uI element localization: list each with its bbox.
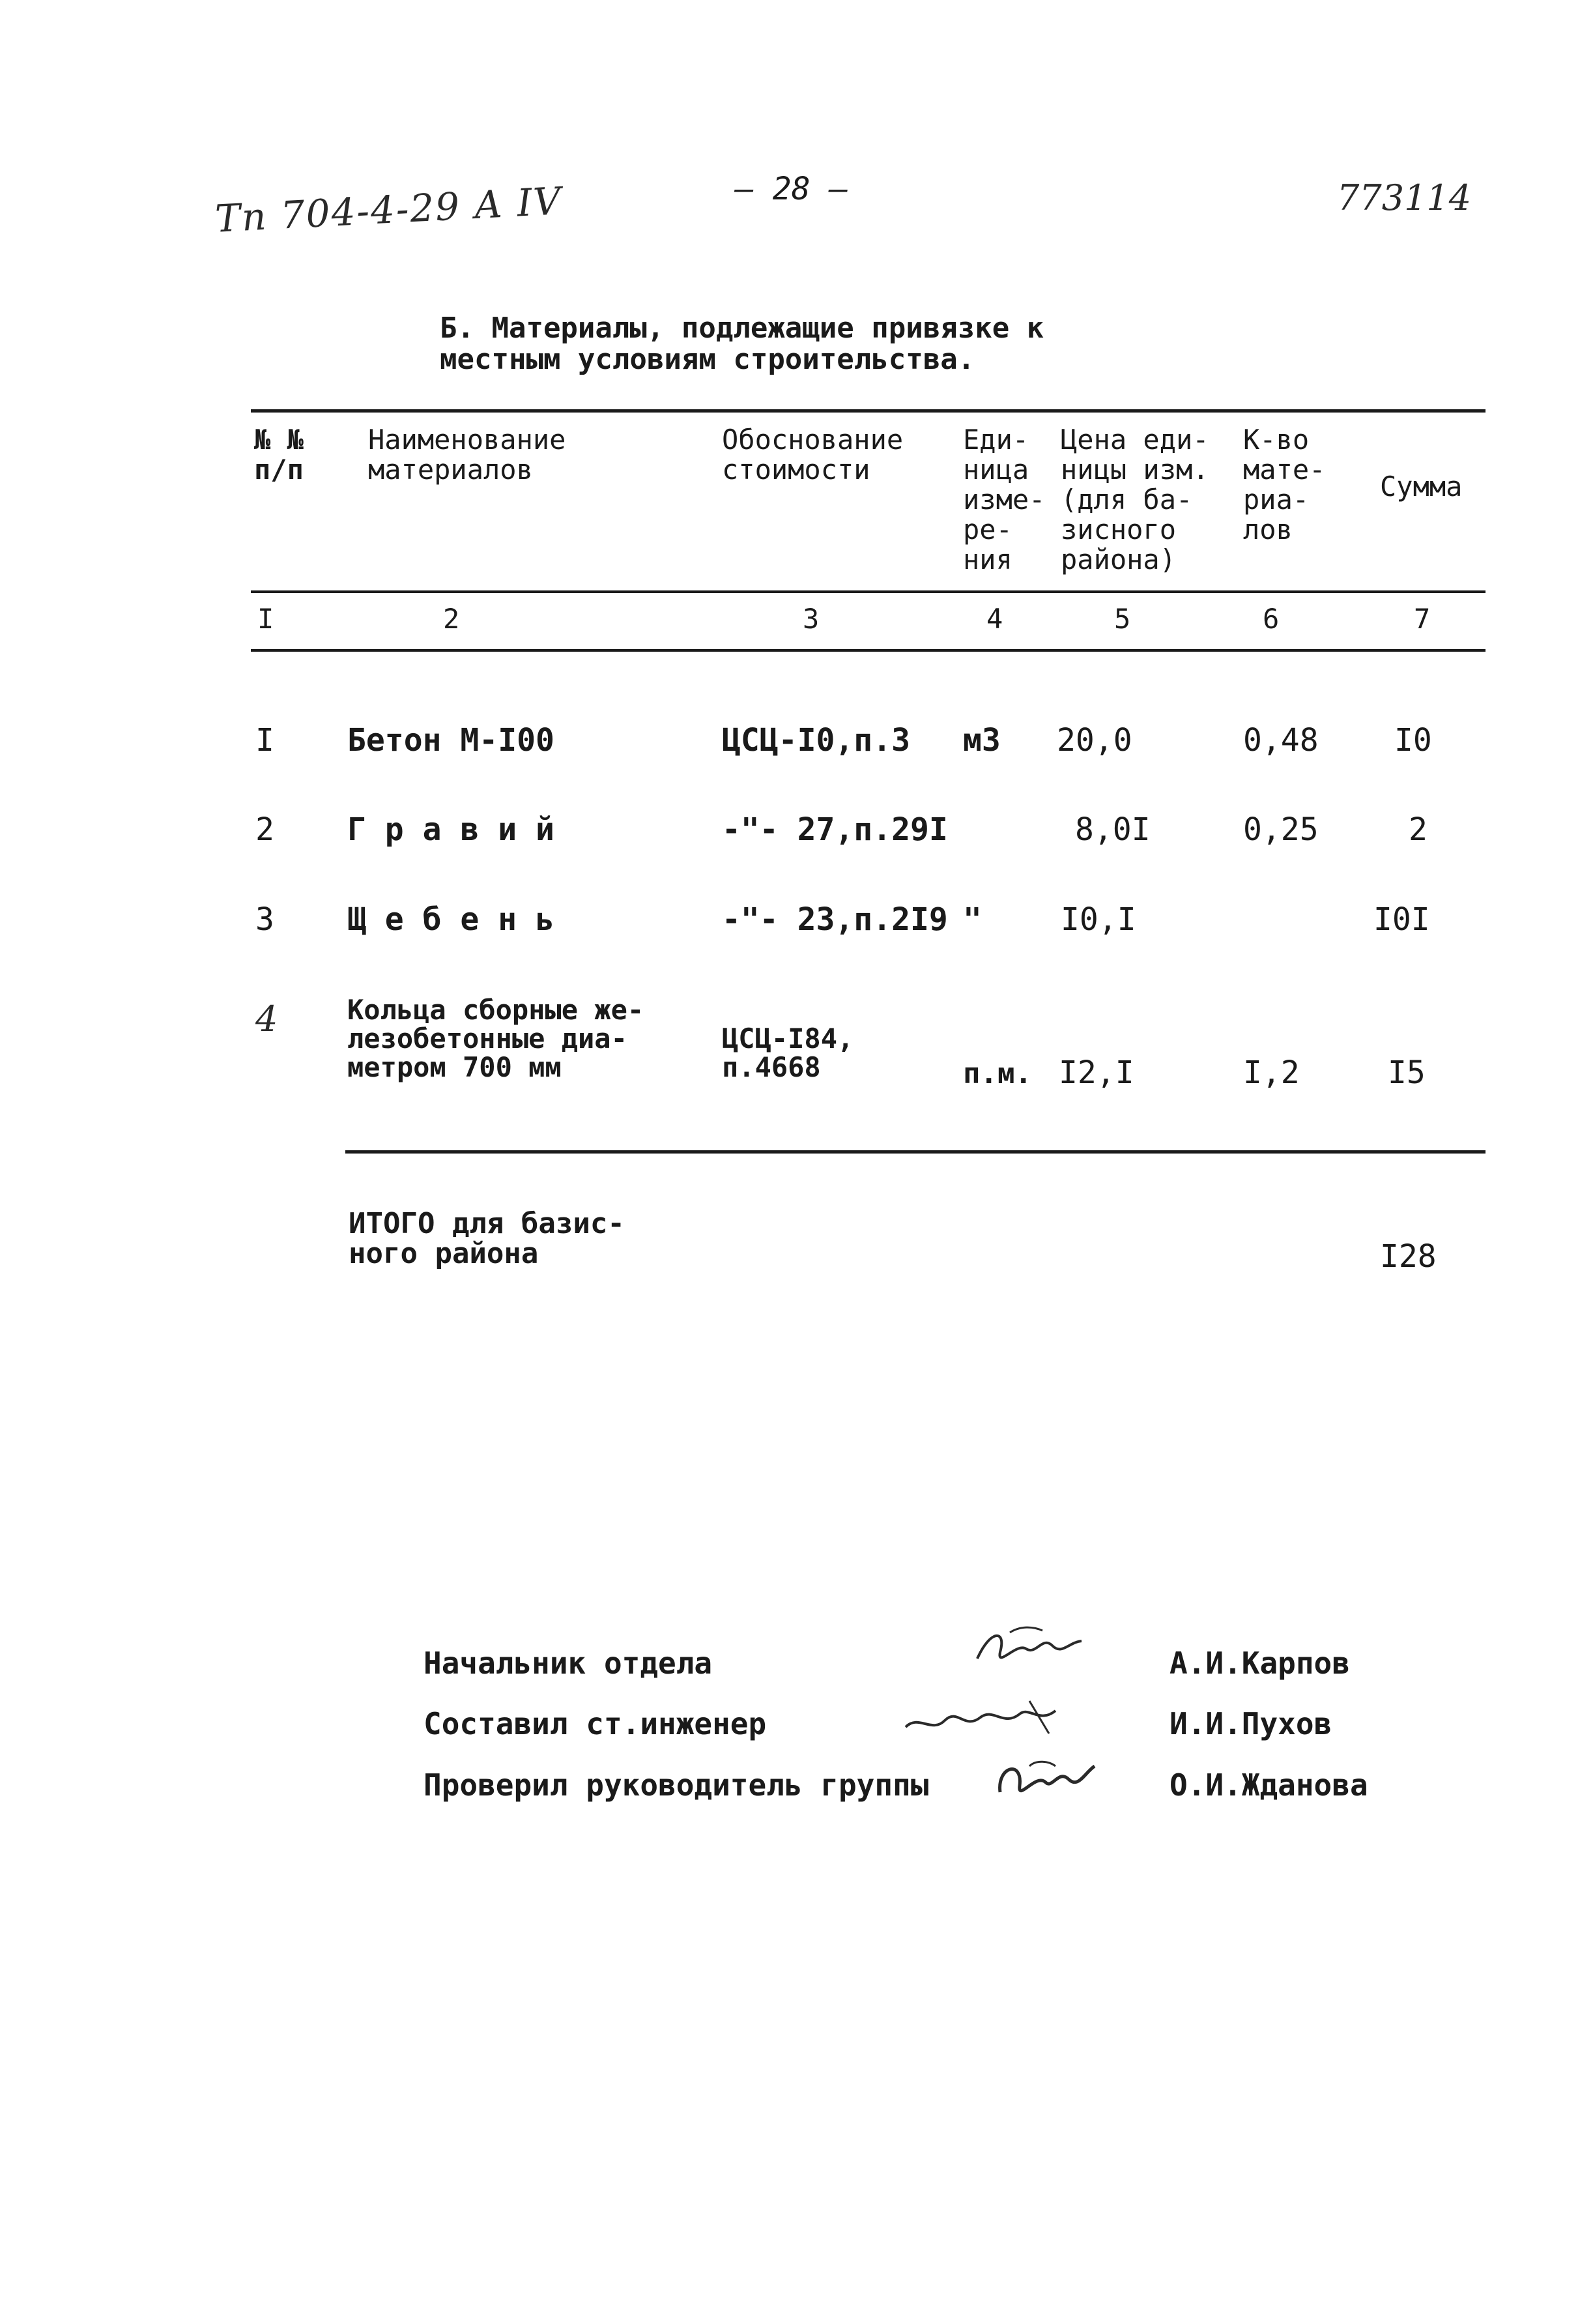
table-row-4-price: I2,I xyxy=(1059,1054,1134,1091)
handwritten-signature-2 xyxy=(899,1688,1069,1747)
table-row-4-name: Кольца сборные же- лезобетонные диа- метром 700 мм xyxy=(347,994,644,1083)
column-number-6: 6 xyxy=(1263,603,1280,635)
column-number-3: 3 xyxy=(803,603,820,635)
signature-name-checked-by: О.И.Жданова xyxy=(1170,1767,1368,1803)
table-row-1-unit: м3 xyxy=(963,722,1001,759)
table-row-2-price: 8,0I xyxy=(1075,811,1151,848)
signature-title-head-of-department: Начальник отдела xyxy=(423,1646,713,1681)
table-row-1-number: I xyxy=(255,722,274,759)
table-row-1-sum: I0 xyxy=(1394,722,1432,759)
total-label: ИТОГО для базис- ного района xyxy=(349,1207,625,1270)
table-row-3-price: I0,I xyxy=(1061,901,1136,938)
header-sum: Сумма xyxy=(1380,471,1463,502)
table-row-3-number: 3 xyxy=(255,901,274,938)
table-row-3-basis: -"- 23,п.2I9 xyxy=(722,901,948,938)
signature-name-compiled-by: И.И.Пухов xyxy=(1170,1706,1332,1741)
table-row-2-name: Г р а в и й xyxy=(347,811,554,848)
table-row-4-unit: п.м. xyxy=(963,1057,1032,1090)
page-number: — 28 — xyxy=(735,171,848,207)
table-row-2-sum: 2 xyxy=(1409,811,1428,848)
table-bottom-rule xyxy=(345,1150,1485,1154)
document-code: Тп 704-4-29 А IV xyxy=(214,179,564,241)
signature-title-checked-by: Проверил руководитель группы xyxy=(423,1767,929,1803)
table-row-3-sum: I0I xyxy=(1373,901,1430,938)
inventory-number: 773114 xyxy=(1337,177,1472,218)
table-row-2-quantity: 0,25 xyxy=(1243,811,1319,848)
header-unit-price: Цена еди- ницы изм. (для ба- зисного района) xyxy=(1061,424,1209,575)
table-row-2-basis: -"- 27,п.29I xyxy=(722,811,948,848)
header-divider xyxy=(251,590,1485,593)
table-row-3-name: Щ е б е н ь xyxy=(347,901,554,938)
column-number-7: 7 xyxy=(1414,603,1431,635)
header-quantity: К-во мате- риа- лов xyxy=(1243,424,1326,545)
table-row-4-basis: ЦСЦ-I84, п.4668 xyxy=(722,1023,854,1083)
table-row-4-number: 4 xyxy=(255,998,278,1039)
signature-name-head-of-department: А.И.Карпов xyxy=(1170,1646,1350,1681)
total-value: I28 xyxy=(1380,1238,1437,1275)
handwritten-signature-3 xyxy=(990,1747,1101,1812)
table-top-rule xyxy=(251,409,1485,413)
table-row-4-quantity: I,2 xyxy=(1243,1054,1300,1091)
header-cost-basis: Обоснование стоимости xyxy=(722,424,904,486)
table-row-4-sum: I5 xyxy=(1388,1054,1426,1091)
column-number-5: 5 xyxy=(1114,603,1131,635)
table-row-1-price: 20,0 xyxy=(1057,722,1132,759)
header-unit: Еди- ница изме- ре- ния xyxy=(963,424,1046,575)
header-row-number: № № п/п xyxy=(254,424,304,486)
handwritten-signature-1 xyxy=(971,1623,1088,1681)
section-title: Б. Материалы, подлежащие привязке к местным условиям строительства. xyxy=(440,312,1044,376)
column-number-4: 4 xyxy=(986,603,1003,635)
column-number-2: 2 xyxy=(443,603,460,635)
table-row-1-quantity: 0,48 xyxy=(1243,722,1319,759)
column-number-divider xyxy=(251,649,1485,652)
column-number-1: I xyxy=(257,603,274,635)
table-row-2-number: 2 xyxy=(255,811,274,848)
table-row-1-basis: ЦСЦ-I0,п.3 xyxy=(722,722,910,759)
signature-title-compiled-by: Составил ст.инженер xyxy=(423,1706,767,1741)
table-row-3-unit: " xyxy=(963,901,982,938)
header-material-name: Наименование материалов xyxy=(368,424,566,486)
table-row-1-name: Бетон М-I00 xyxy=(347,722,554,759)
